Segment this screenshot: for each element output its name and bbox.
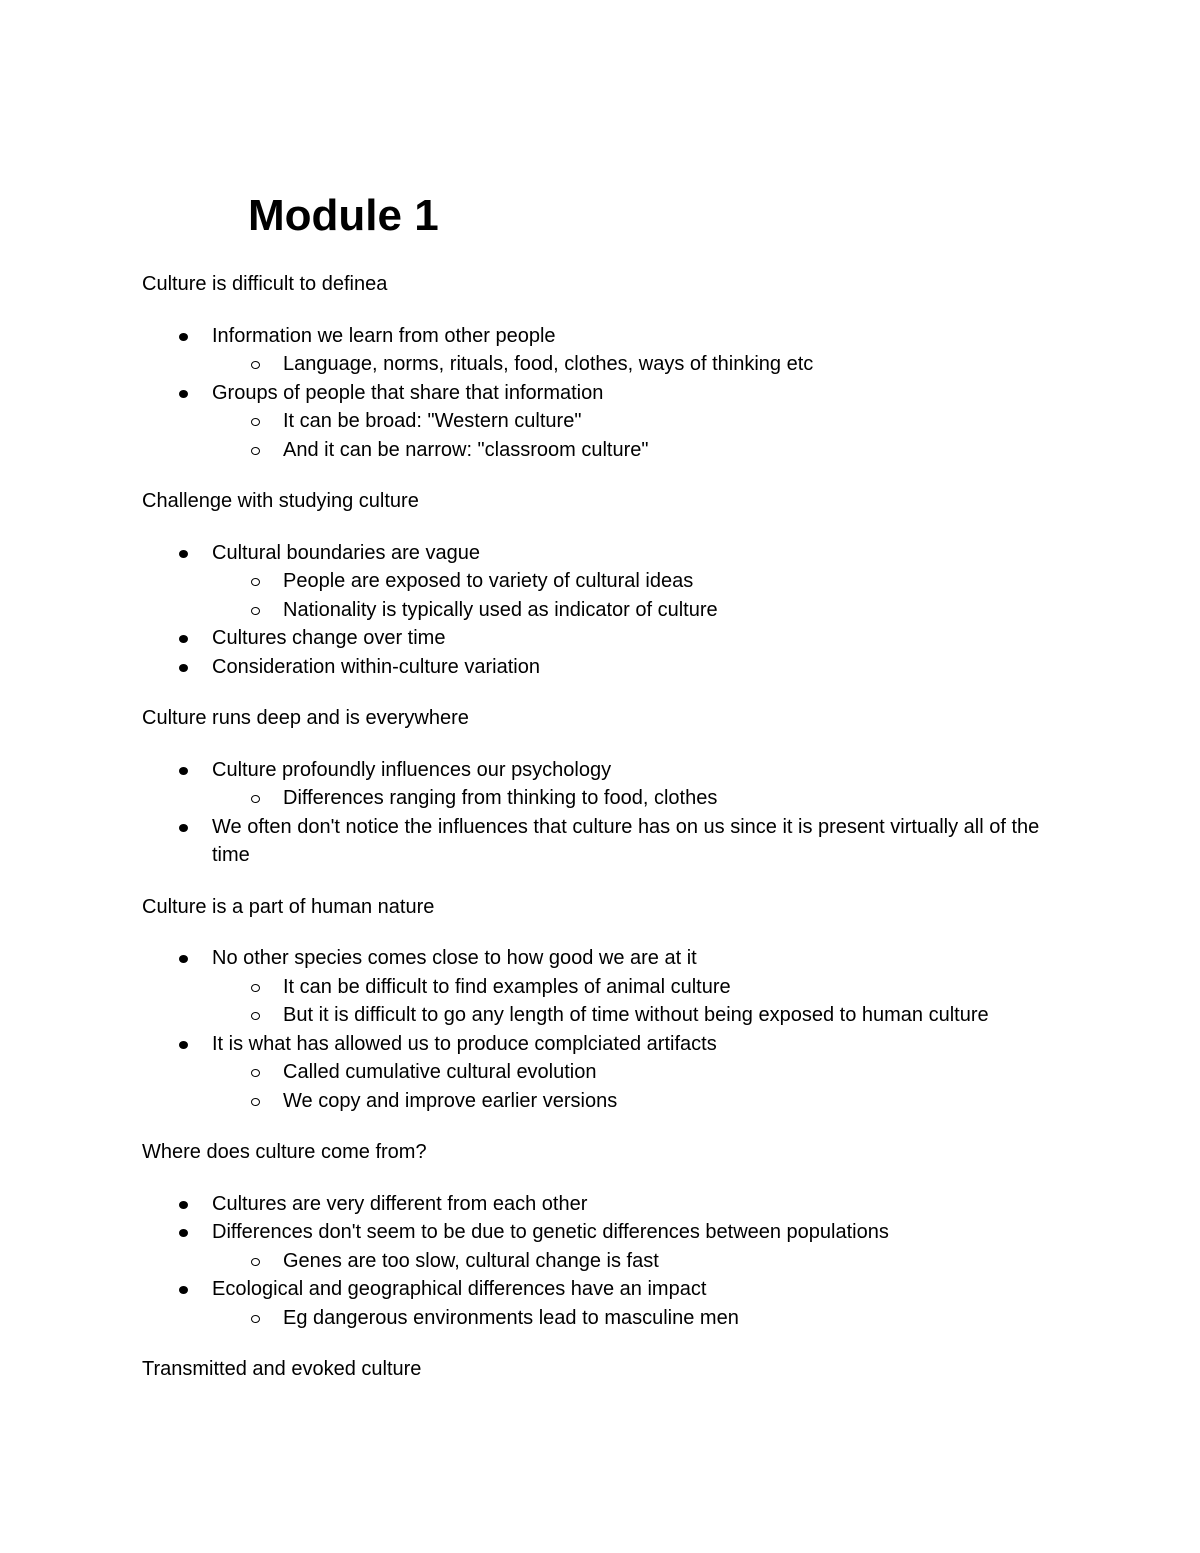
filled-bullet-icon: [179, 955, 188, 963]
list-item: [142, 756, 1062, 813]
sub-list-item-text: People are exposed to variety of cultural ideas: [283, 570, 694, 592]
sub-list-item: [212, 407, 1062, 436]
filled-bullet-icon: [179, 1201, 188, 1209]
sub-bullet-list: [212, 784, 1062, 813]
list-item: [142, 539, 1062, 625]
sub-bullet-list: [212, 350, 1062, 379]
filled-bullet-icon: [179, 1229, 188, 1237]
page-title: Module 1: [248, 191, 439, 240]
list-item: [142, 624, 1062, 653]
sub-bullet-list: [212, 407, 1062, 464]
hollow-bullet-icon: [251, 795, 260, 803]
sub-bullet-list: [212, 1058, 1062, 1115]
list-item-text: Information we learn from other people: [212, 324, 556, 347]
list-item-text: Cultural boundaries are vague: [212, 541, 480, 564]
list-item: [142, 379, 1062, 465]
list-item-text: Cultures change over time: [212, 627, 446, 649]
sub-list-item-text: Eg dangerous environments lead to masculine men: [283, 1306, 739, 1329]
section: [142, 1355, 1062, 1384]
sub-list-item-text: And it can be narrow: "classroom culture": [283, 438, 649, 461]
sub-list-item-text: Language, norms, rituals, food, clothes, ways of thinking etc: [283, 353, 814, 375]
sub-list-item-text: It can be difficult to find examples of animal culture: [283, 975, 731, 998]
section: [142, 704, 1062, 870]
filled-bullet-icon: [179, 333, 188, 341]
list-item: [142, 813, 1062, 870]
list-item-text: Consideration within-culture variation: [212, 655, 540, 678]
sub-list-item-text: Called cumulative cultural evolution: [283, 1061, 597, 1083]
filled-bullet-icon: [179, 767, 188, 775]
list-item: [142, 653, 1062, 682]
sub-list-item: [212, 436, 1062, 465]
section: [142, 270, 1062, 464]
section-heading: Culture is difficult to definea: [142, 273, 388, 295]
sub-list-item: [212, 1058, 1062, 1087]
sub-list-item: [212, 596, 1062, 625]
sub-list-item-text: It can be broad: "Western culture": [283, 410, 582, 432]
sub-bullet-list: [212, 567, 1062, 624]
filled-bullet-icon: [179, 1286, 188, 1294]
sub-bullet-list: [212, 1304, 1062, 1333]
document-body: [142, 270, 1062, 1407]
section-heading: Transmitted and evoked culture: [142, 1358, 422, 1380]
hollow-bullet-icon: [251, 578, 260, 586]
section-heading: Where does culture come from?: [142, 1141, 427, 1163]
hollow-bullet-icon: [251, 1258, 260, 1266]
sub-list-item: [212, 350, 1062, 379]
section: [142, 487, 1062, 681]
hollow-bullet-icon: [251, 1012, 260, 1020]
sub-list-item-text: We copy and improve earlier versions: [283, 1089, 618, 1112]
sub-list-item-text: Nationality is typically used as indicator of culture: [283, 598, 718, 621]
sub-list-item: [212, 784, 1062, 813]
sub-list-item: [212, 1304, 1062, 1333]
list-item: [142, 1190, 1062, 1219]
filled-bullet-icon: [179, 1041, 188, 1049]
sub-list-item-text: But it is difficult to go any length of time without being exposed to human culture: [283, 1004, 989, 1026]
bullet-list: [142, 944, 1062, 1115]
filled-bullet-icon: [179, 664, 188, 672]
list-item-text: It is what has allowed us to produce complciated artifacts: [212, 1032, 717, 1055]
filled-bullet-icon: [179, 635, 188, 643]
hollow-bullet-icon: [251, 1098, 260, 1106]
section: [142, 1138, 1062, 1332]
list-item: [142, 1275, 1062, 1332]
filled-bullet-icon: [179, 390, 188, 398]
sub-list-item: [212, 567, 1062, 596]
sub-bullet-list: [212, 1247, 1062, 1276]
list-item: [142, 944, 1062, 1030]
list-item: [142, 1030, 1062, 1116]
list-item: [142, 322, 1062, 379]
hollow-bullet-icon: [251, 447, 260, 455]
sub-bullet-list: [212, 973, 1062, 1030]
section-heading: Culture runs deep and is everywhere: [142, 707, 469, 729]
list-item-text: We often don't notice the influences that culture has on us since it is present virtually all of the time: [212, 815, 1040, 866]
bullet-list: [142, 756, 1062, 870]
list-item: [142, 1218, 1062, 1275]
sub-list-item: [212, 1001, 1062, 1030]
sub-list-item-text: Genes are too slow, cultural change is fast: [283, 1249, 659, 1272]
section-heading: Culture is a part of human nature: [142, 895, 435, 918]
bullet-list: [142, 322, 1062, 465]
hollow-bullet-icon: [251, 1069, 260, 1077]
filled-bullet-icon: [179, 550, 188, 558]
hollow-bullet-icon: [251, 361, 260, 369]
section: [142, 893, 1062, 1116]
sub-list-item-text: Differences ranging from thinking to food, clothes: [283, 787, 718, 809]
hollow-bullet-icon: [251, 418, 260, 426]
filled-bullet-icon: [179, 824, 188, 832]
hollow-bullet-icon: [251, 607, 260, 615]
hollow-bullet-icon: [251, 984, 260, 992]
list-item-text: Differences don't seem to be due to genetic differences between populations: [212, 1221, 889, 1243]
hollow-bullet-icon: [251, 1315, 260, 1323]
list-item-text: Cultures are very different from each other: [212, 1192, 588, 1215]
list-item-text: Ecological and geographical differences have an impact: [212, 1278, 707, 1300]
sub-list-item: [212, 1247, 1062, 1276]
sub-list-item: [212, 973, 1062, 1002]
list-item-text: No other species comes close to how good we are at it: [212, 947, 697, 969]
list-item-text: Groups of people that share that information: [212, 381, 604, 404]
section-heading: Challenge with studying culture: [142, 490, 419, 512]
bullet-list: [142, 539, 1062, 682]
sub-list-item: [212, 1087, 1062, 1116]
bullet-list: [142, 1190, 1062, 1333]
list-item-text: Culture profoundly influences our psychology: [212, 758, 612, 781]
